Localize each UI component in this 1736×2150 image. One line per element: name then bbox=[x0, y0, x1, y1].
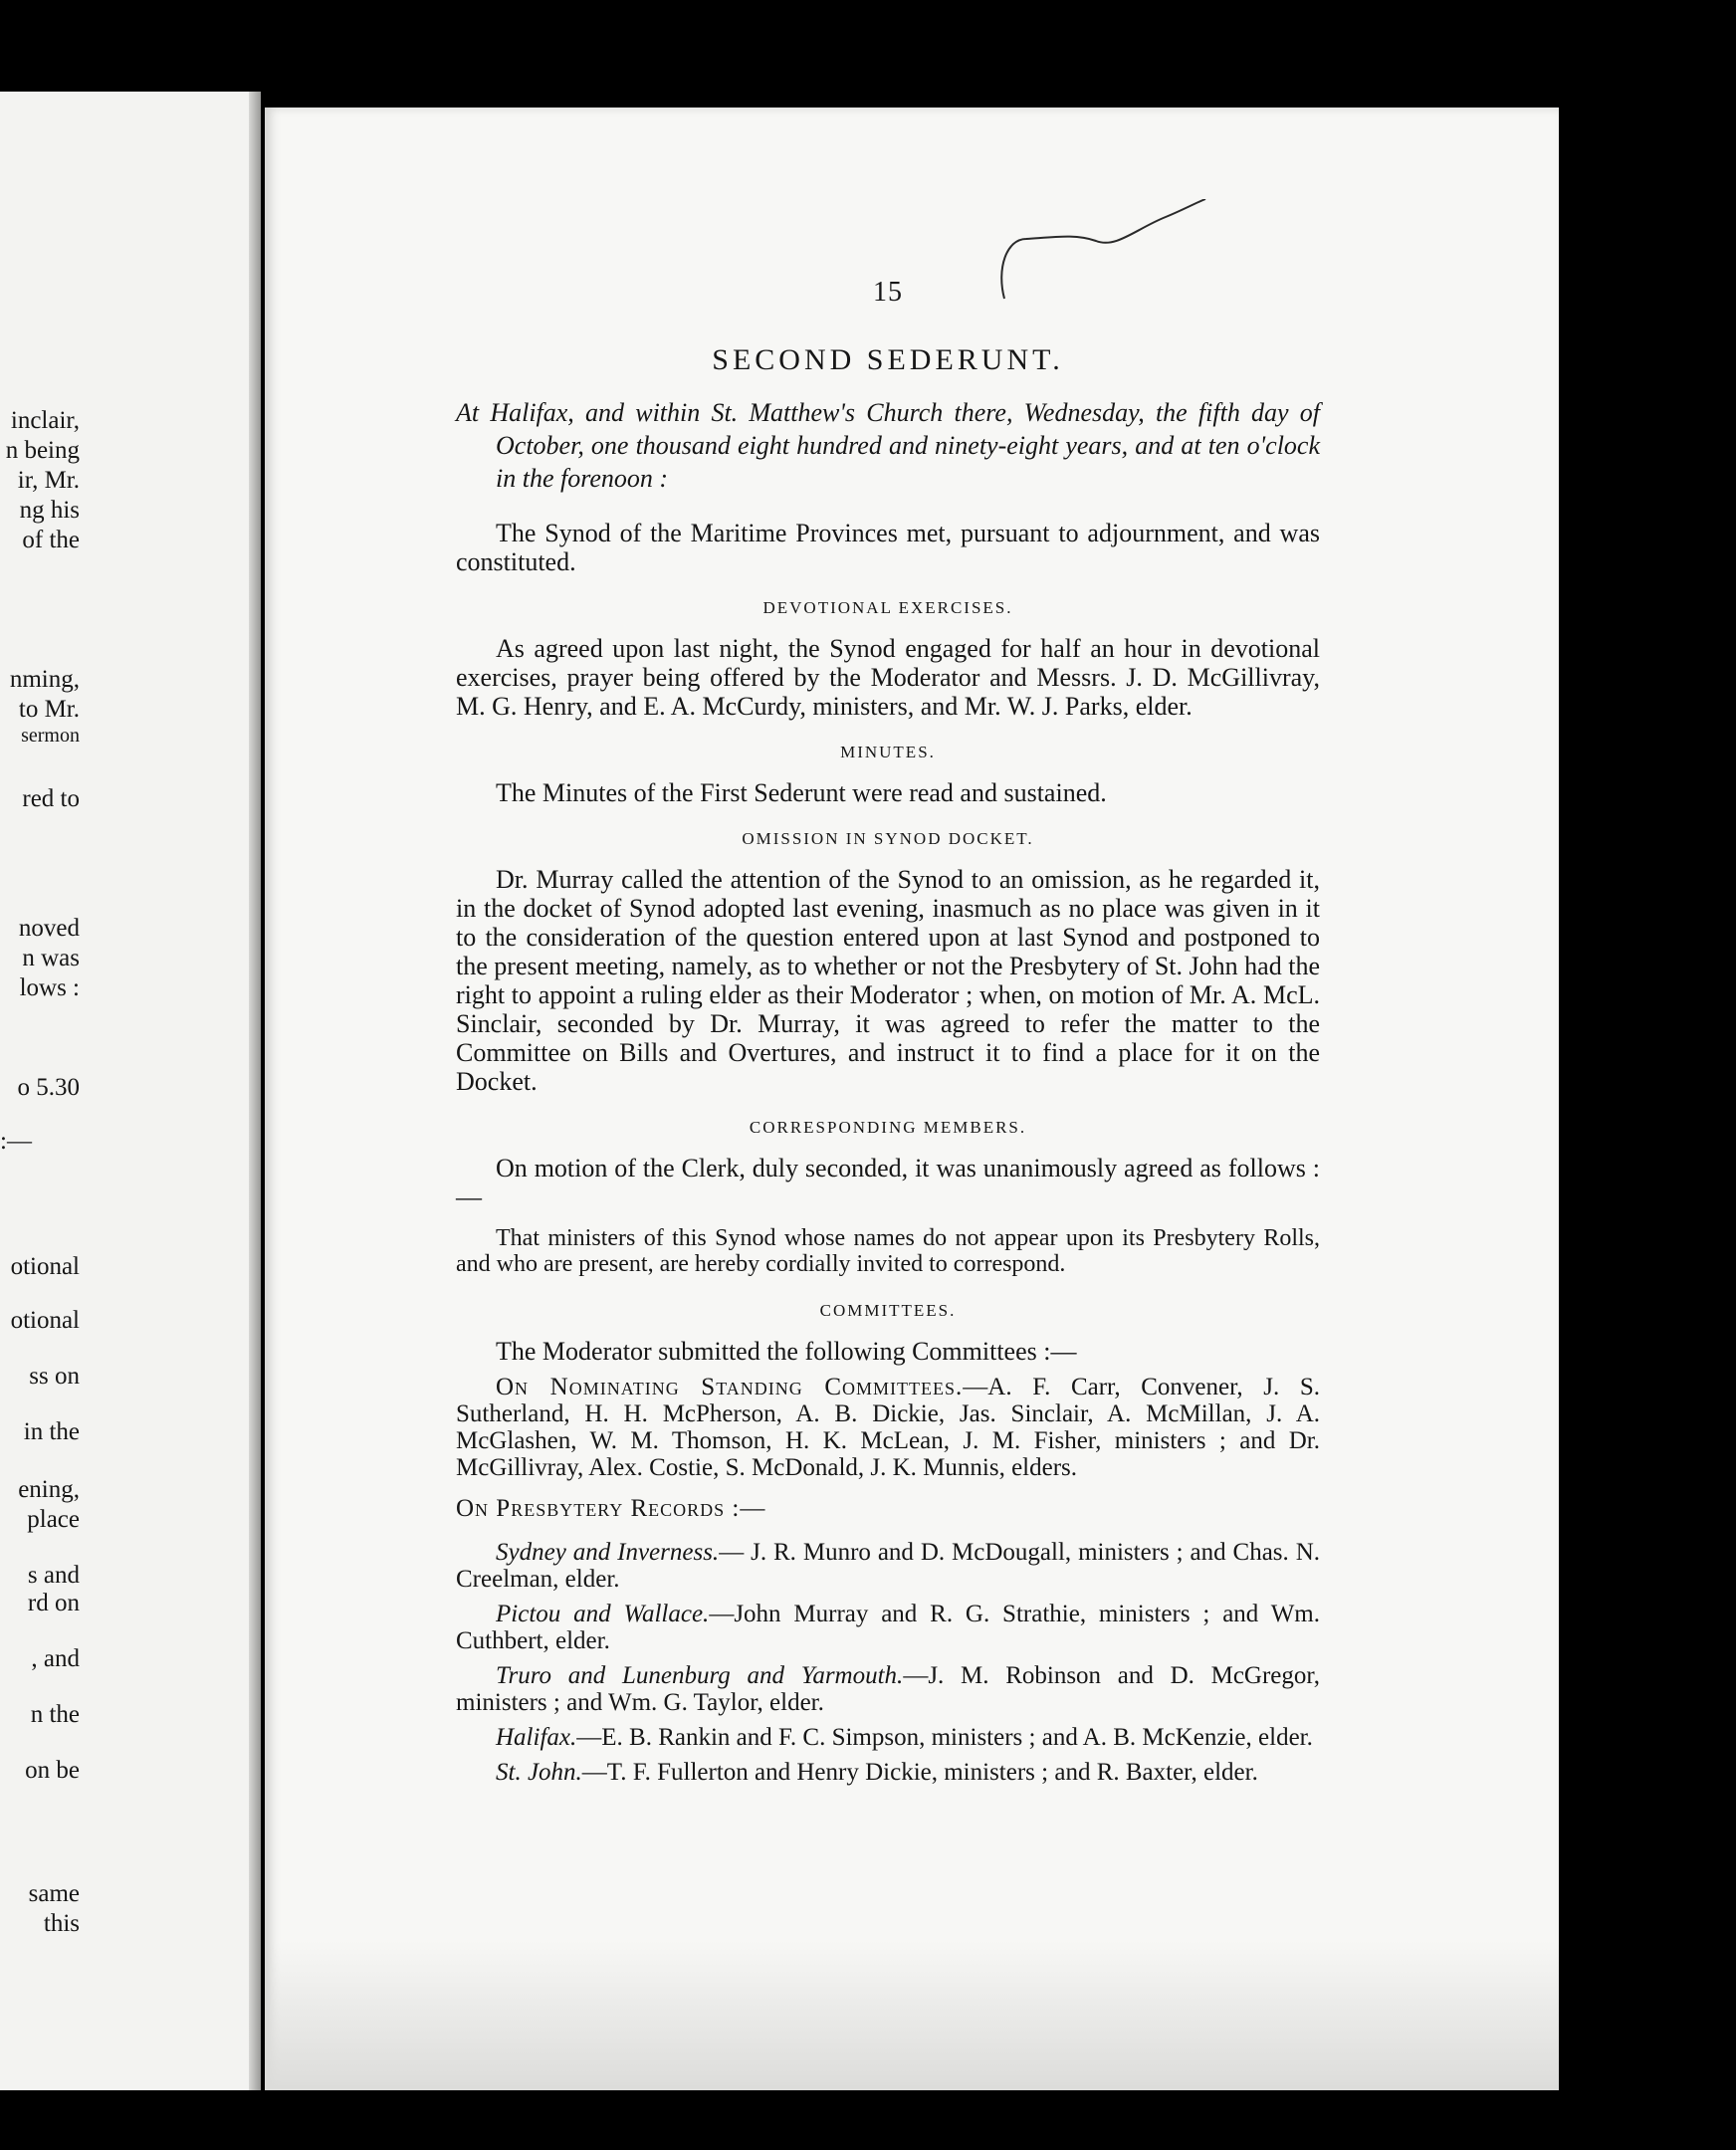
nominating-committee bbox=[456, 1374, 1320, 1481]
left-fragment: lows : bbox=[19, 974, 80, 1001]
presbytery-members: —J. M. Robinson and D. McGregor, ministers ; and Wm. G. Taylor, elder. bbox=[456, 1662, 1320, 1716]
records-entry bbox=[456, 1759, 1320, 1786]
minutes-text: The Minutes of the First Sederunt were read and sustained. bbox=[496, 778, 1107, 807]
presbytery-members: — J. R. Munro and D. McDougall, ministers ; and Chas. N. Creelman, elder. bbox=[456, 1539, 1321, 1593]
nominating-label: On Nominating Standing Committees. bbox=[496, 1374, 964, 1400]
left-fragment: in the bbox=[23, 1418, 80, 1445]
page-number: 15 bbox=[873, 277, 903, 308]
left-fragment: ening, bbox=[18, 1476, 80, 1503]
left-fragment: on be bbox=[25, 1757, 80, 1784]
corresponding-resolution: That ministers of this Synod whose names do not appear upon its Presbytery Rolls, and who are present, are hereby cordially invited to correspond. bbox=[456, 1225, 1320, 1277]
section-heading-committees: COMMITTEES. bbox=[819, 1301, 957, 1320]
left-fragment: rd on bbox=[27, 1590, 80, 1616]
facing-page bbox=[0, 92, 261, 2090]
presbytery-name: Truro and Lunenburg and Yarmouth. bbox=[496, 1662, 904, 1689]
records-entry bbox=[456, 1601, 1320, 1654]
left-fragment: otional bbox=[10, 1307, 80, 1334]
left-fragment: :— bbox=[0, 1128, 32, 1155]
left-fragment: red to bbox=[22, 785, 80, 812]
presbytery-name: Pictou and Wallace. bbox=[496, 1601, 710, 1627]
left-fragment: of the bbox=[22, 527, 80, 553]
presbytery-members: —T. F. Fullerton and Henry Dickie, ministers ; and R. Baxter, elder. bbox=[581, 1759, 1258, 1786]
left-fragment: same bbox=[28, 1880, 80, 1907]
records-entry bbox=[456, 1724, 1320, 1751]
left-fragment: otional bbox=[10, 1253, 80, 1280]
left-fragment: place bbox=[27, 1506, 80, 1533]
section-heading-corresponding: CORRESPONDING MEMBERS. bbox=[749, 1118, 1027, 1137]
left-fragment: this bbox=[43, 1910, 80, 1937]
presbytery-name: Halifax. bbox=[496, 1724, 577, 1751]
presbytery-name: Sydney and Inverness. bbox=[496, 1539, 720, 1566]
left-fragment: to Mr. bbox=[18, 696, 80, 723]
left-fragment: noved bbox=[18, 915, 80, 942]
sederunt-title: SECOND SEDERUNT. bbox=[712, 343, 1064, 376]
left-fragment: s and bbox=[27, 1562, 80, 1589]
omission-text: Dr. Murray called the attention of the Synod to an omission, as he regarded it, in the docket of Synod adopted last evening, inasmuch as no place was given in it to the consideration of the question entered upon at last Synod and postponed to the present meeting, namely, as to whether or not the Presbytery of St. John had the right to appoint a ruling elder as their Moderator ; when, on motion of Mr. A. McL. Sinclair, seconded by Dr. Murray, it was agreed to refer the matter to the Committee on Bills and Overtures, and instruct it to find a place for it on the Docket. bbox=[456, 865, 1320, 1096]
records-entry bbox=[456, 1539, 1320, 1593]
meeting-place: At Halifax, and within St. Matthew's Church there, Wednesday, the fifth day of October, one thousand eight hundred and ninety-eight years, and at ten o'clock in the forenoon : bbox=[456, 398, 1320, 493]
presbytery-members: —John Murray and R. G. Strathie, ministers ; and Wm. Cuthbert, elder. bbox=[456, 1601, 1320, 1654]
left-fragment: n being bbox=[5, 437, 80, 464]
committees-text: The Moderator submitted the following Committees :— bbox=[496, 1337, 1077, 1366]
presbytery-name: St. John. bbox=[496, 1759, 582, 1786]
section-heading-omission: OMISSION IN SYNOD DOCKET. bbox=[742, 829, 1034, 848]
section-heading-devotional: DEVOTIONAL EXERCISES. bbox=[762, 598, 1013, 617]
left-fragment: ng his bbox=[19, 497, 80, 524]
records-label: On Presbytery Records :— bbox=[456, 1495, 766, 1522]
presbytery-members: —E. B. Rankin and F. C. Simpson, ministers ; and A. B. McKenzie, elder. bbox=[576, 1724, 1313, 1751]
corresponding-text: On motion of the Clerk, duly seconded, it was unanimously agreed as follows :— bbox=[456, 1154, 1320, 1211]
devotional-text: As agreed upon last night, the Synod engaged for half an hour in devotional exercises, prayer being offered by the Moderator and Messrs. J. D. McGillivray, M. G. Henry, and E. A. McCurdy, ministers, and Mr. W. J. Parks, elder. bbox=[456, 634, 1320, 721]
page-content bbox=[456, 279, 1320, 1794]
left-fragment: sermon bbox=[21, 725, 80, 747]
left-fragment: n the bbox=[30, 1701, 80, 1728]
nominating-members: —A. F. Carr, Convener, J. S. Sutherland, H. H. McPherson, A. B. Dickie, Jas. Sinclair, A. McMillan, J. A. McGlashen, W. M. Thomson, H. K. McLean, J. M. Fisher, ministers ; and Dr. McGillivray, Alex. Costie, S. McDonald, J. K. Munnis, elders. bbox=[456, 1374, 1320, 1481]
section-heading-minutes: MINUTES. bbox=[840, 743, 936, 761]
left-fragment: , and bbox=[31, 1645, 80, 1672]
left-fragment: inclair, bbox=[10, 407, 80, 434]
left-fragment: n was bbox=[22, 945, 80, 971]
page-shadow bbox=[265, 1941, 1559, 2090]
opening-paragraph: The Synod of the Maritime Provinces met, pursuant to adjournment, and was constituted. bbox=[456, 519, 1320, 576]
left-fragment: ir, Mr. bbox=[17, 467, 80, 494]
left-fragment: ss on bbox=[29, 1363, 80, 1390]
left-fragment: o 5.30 bbox=[17, 1074, 80, 1101]
left-fragment: nming, bbox=[9, 666, 80, 693]
records-entry bbox=[456, 1662, 1320, 1716]
page-gutter bbox=[249, 92, 261, 2090]
